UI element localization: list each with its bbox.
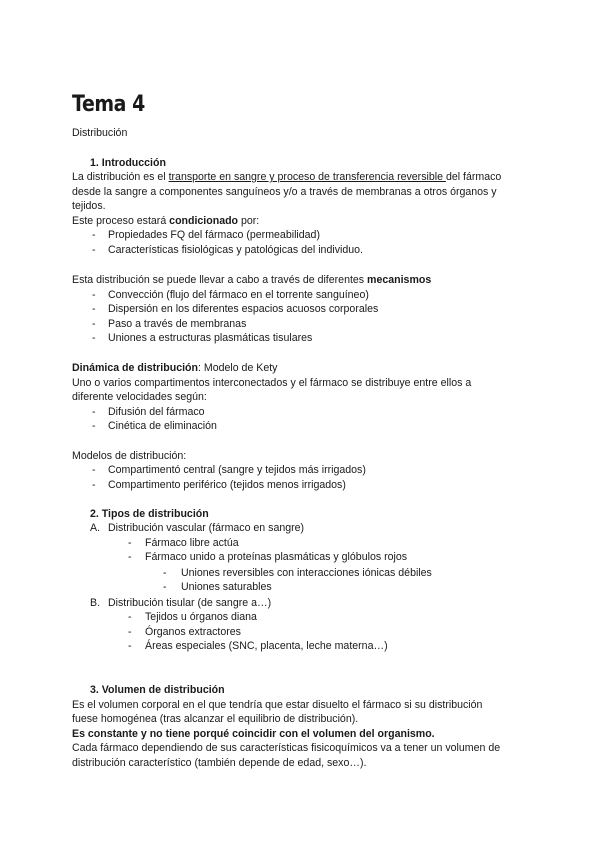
subtitle: Distribución [72, 127, 128, 139]
volume-line-3: Es constante y no tiene porqué coincidir con el volumen del organismo. [72, 728, 435, 740]
list-marker: A. [90, 522, 101, 534]
list-item: Distribución vascular (fármaco en sangre) [108, 522, 305, 534]
list-item: Fármaco libre actúa [145, 537, 239, 549]
section-2-heading: 2. Tipos de distribución [90, 508, 209, 520]
bullet-dash: - [92, 479, 96, 491]
bullet-dash: - [92, 318, 96, 330]
bullet-dash: - [92, 303, 96, 315]
bullet-dash: - [128, 640, 132, 652]
list-item: Órganos extractores [145, 626, 241, 638]
bullet-dash: - [128, 551, 132, 563]
list-item: Difusión del fármaco [108, 406, 205, 418]
list-item: Distribución tisular (de sangre a…) [108, 597, 272, 609]
list-item: Fármaco unido a proteínas plasmáticas y glóbulos rojos [145, 551, 408, 563]
conditioned-line: Este proceso estará condicionado por: [72, 215, 260, 227]
dynamics-line-2: Uno o varios compartimentos interconectados y el fármaco se distribuye entre ellos a [72, 377, 472, 389]
models-label: Modelos de distribución: [72, 450, 187, 462]
dynamics-line-3: diferente velocidades según: [72, 391, 207, 403]
mechanisms-line: Esta distribución se puede llevar a cabo a través de diferentes mecanismos [72, 274, 432, 286]
list-item: Cinética de eliminación [108, 420, 217, 432]
intro-paragraph-line-3: tejidos. [72, 200, 106, 212]
intro-paragraph-line-1: La distribución es el transporte en sangre y proceso de transferencia reversible del fármaco [72, 171, 502, 183]
bullet-dash: - [128, 611, 132, 623]
volume-line-5: distribución característico (también depende de edad, sexo…). [72, 757, 367, 769]
bullet-dash: - [128, 537, 132, 549]
bullet-dash: - [163, 581, 167, 593]
bullet-dash: - [92, 332, 96, 344]
list-item: Compartimento periférico (tejidos menos irrigados) [108, 479, 346, 491]
list-item: Dispersión en los diferentes espacios acuosos corporales [108, 303, 379, 315]
list-item: Uniones saturables [181, 581, 272, 593]
list-item: Propiedades FQ del fármaco (permeabilidad) [108, 229, 320, 241]
section-3-heading: 3. Volumen de distribución [90, 684, 225, 696]
list-marker: B. [90, 597, 101, 609]
section-1-heading: 1. Introducción [90, 157, 166, 169]
bullet-dash: - [92, 229, 96, 241]
bullet-dash: - [128, 626, 132, 638]
list-item: Uniones a estructuras plasmáticas tisulares [108, 332, 313, 344]
bullet-dash: - [92, 244, 96, 256]
list-item: Paso a través de membranas [108, 318, 247, 330]
volume-line-4: Cada fármaco dependiendo de sus características fisicoquímicos va a tener un volumen de [72, 742, 501, 754]
list-item: Compartimentó central (sangre y tejidos más irrigados) [108, 464, 366, 476]
bullet-dash: - [92, 464, 96, 476]
intro-paragraph-line-2: desde la sangre a componentes sanguíneos y/o a través de membranas a otros órganos y [72, 186, 497, 198]
list-item: Convección (flujo del fármaco en el torrente sanguíneo) [108, 289, 369, 301]
list-item: Tejidos u órganos diana [145, 611, 257, 623]
list-item: Áreas especiales (SNC, placenta, leche materna…) [145, 640, 388, 652]
bullet-dash: - [163, 567, 167, 579]
bullet-dash: - [92, 420, 96, 432]
list-item: Uniones reversibles con interacciones iónicas débiles [181, 567, 432, 579]
volume-line-2: fuese homogénea (tras alcanzar el equilibrio de distribución). [72, 713, 359, 725]
bullet-dash: - [92, 406, 96, 418]
bullet-dash: - [92, 289, 96, 301]
list-item: Características fisiológicas y patológicas del individuo. [108, 244, 363, 256]
dynamics-line: Dinámica de distribución: Modelo de Kety [72, 362, 278, 374]
page-title: Tema 4 [72, 92, 145, 117]
volume-line-1: Es el volumen corporal en el que tendría que estar disuelto el fármaco si su distribución [72, 699, 483, 711]
